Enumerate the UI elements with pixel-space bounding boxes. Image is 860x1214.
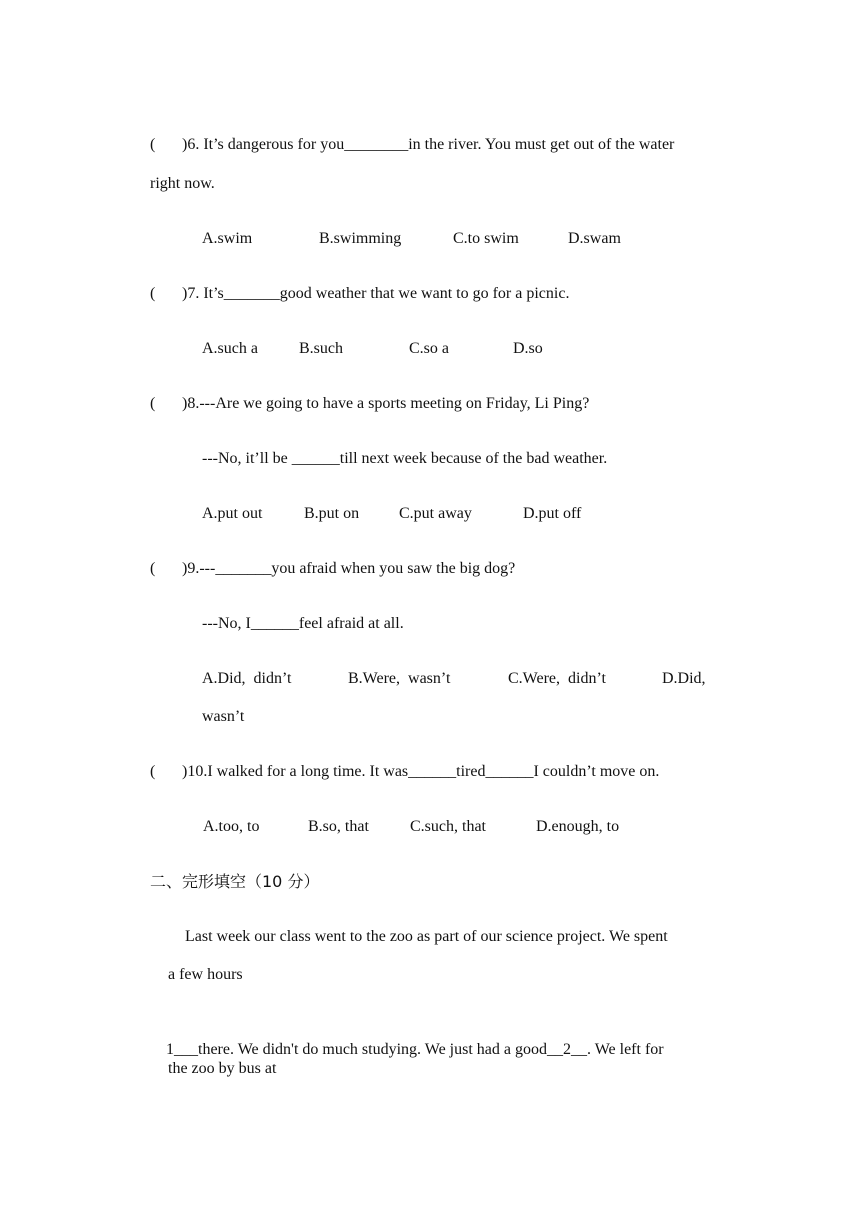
q9-option-d-wrap: wasn’t bbox=[202, 708, 245, 725]
q10-option-b: B.so, that bbox=[308, 818, 369, 835]
q8-paren: ( bbox=[150, 395, 156, 412]
q6-option-d: D.swam bbox=[568, 230, 621, 247]
q7-stem: )7. It’s_______good weather that we want to go for a picnic. bbox=[182, 285, 570, 302]
cloze-paragraph-line: a few hours bbox=[168, 966, 243, 983]
q9-paren: ( bbox=[150, 560, 156, 577]
q8-stem: )8.---Are we going to have a sports meeting on Friday, Li Ping? bbox=[182, 395, 590, 412]
q9-stem: )9.---_______you afraid when you saw the big dog? bbox=[182, 560, 516, 577]
q9-option-c: C.Were, didn’t bbox=[508, 670, 606, 687]
q9-option-b: B.Were, wasn’t bbox=[348, 670, 451, 687]
q8-option-d: D.put off bbox=[523, 505, 582, 522]
q9-stem-response: ---No, I______feel afraid at all. bbox=[202, 615, 404, 632]
q7-option-c: C.so a bbox=[409, 340, 449, 357]
q10-stem: )10.I walked for a long time. It was______tired______I couldn’t move on. bbox=[182, 763, 660, 780]
q6-option-a: A.swim bbox=[202, 230, 253, 247]
q6-option-c: C.to swim bbox=[453, 230, 519, 247]
cloze-text: . We left for bbox=[587, 1041, 664, 1058]
q9-option-a: A.Did, didn’t bbox=[202, 670, 292, 687]
cloze-paragraph-line: the zoo by bus at bbox=[168, 1060, 277, 1077]
q9-option-d: D.Did, bbox=[662, 670, 706, 687]
q6-paren: ( bbox=[150, 136, 156, 153]
cloze-text: there. We didn't do much studying. We just had a good bbox=[198, 1041, 547, 1058]
cloze-blank-1: 1___ bbox=[166, 1041, 198, 1058]
section-heading: 二、完形填空（10 分） bbox=[150, 872, 320, 891]
q10-option-c: C.such, that bbox=[410, 818, 486, 835]
q7-option-d: D.so bbox=[513, 340, 543, 357]
q8-option-c: C.put away bbox=[399, 505, 472, 522]
q10-option-a: A.too, to bbox=[203, 818, 260, 835]
q7-option-a: A.such a bbox=[202, 340, 258, 357]
q8-option-b: B.put on bbox=[304, 505, 360, 522]
q10-option-d: D.enough, to bbox=[536, 818, 620, 835]
cloze-blank-2: __2__ bbox=[547, 1041, 587, 1058]
q6-stem: )6. It’s dangerous for you________in the river. You must get out of the water bbox=[182, 136, 675, 153]
q10-paren: ( bbox=[150, 763, 156, 780]
q8-stem-response: ---No, it’ll be ______till next week because of the bad weather. bbox=[202, 450, 608, 467]
q6-option-b: B.swimming bbox=[319, 230, 402, 247]
q7-option-b: B.such bbox=[299, 340, 343, 357]
q7-paren: ( bbox=[150, 285, 156, 302]
q8-option-a: A.put out bbox=[202, 505, 263, 522]
q6-stem-continued: right now. bbox=[150, 175, 215, 192]
cloze-paragraph-line: Last week our class went to the zoo as part of our science project. We spent bbox=[185, 928, 668, 945]
